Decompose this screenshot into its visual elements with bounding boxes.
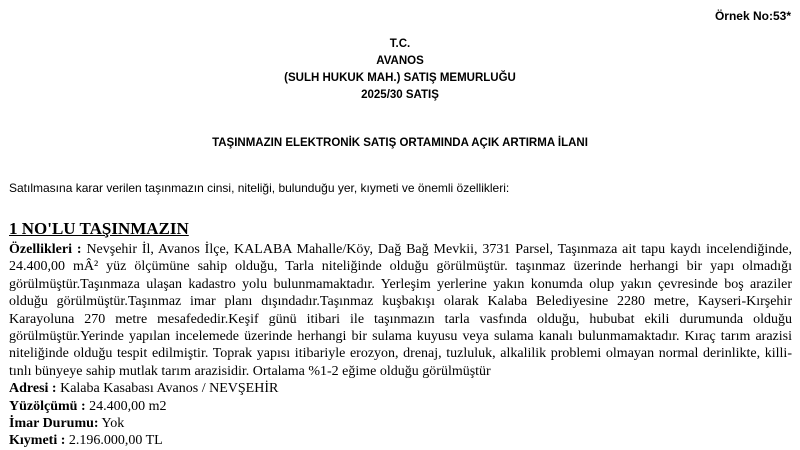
value-amount: 2.196.000,00 TL: [65, 433, 163, 449]
value-label: Kıymeti :: [9, 433, 66, 449]
intro-text: Satılmasına karar verilen taşınmazın cinsi, niteliği, bulunduğu yer, kıymeti ve önemli özellikleri:: [9, 181, 510, 195]
property-zoning: [9, 415, 792, 432]
features-text: Nevşehir İl, Avanos İlçe, KALABA Mahalle/Köy, Dağ Bağ Mevkii, 3731 Parsel, Taşınmaza ait tapu kaydı incelendiğinde, 24.400,00 mÂ² yüz ölçümüne sahip olduğu, Tarla niteliğinde olduğu görülmüştür. taşınmaz üzerinde herhangi bir yapı olmadığı görülmüştür.Taşınmaza ulaşan kadastro yolu bulunmamaktadır. Yerleşim yerlerine yakın konumda olup yakın çevresinde boş araziler olduğu görülmüştür.Taşınmaz imar planı dışındadır.Taşınmaz kuşbakışı olarak Kalaba Belediyesine 2280 metre, Kayseri-Kırşehir Karayoluna 270 metre mesafededir.Keşif günü itibari ile taşınmazın tarla vasfında olduğu, hububat ekili durumunda olduğu görülmüştür.Yerinde yapılan incelemede üzerinde herhangi bir sulama kuyusu veya sulama kanalı bulunmamaktadır. Kıraç tarım arazisi niteliğinde olduğu tespit edilmiştir. Toprak yapısı itibariyle erozyon, drenaj, tuzluluk, alkalilik problemi olmayan normal derinlikte, killi-tınlı bünyeye sahip mutlak tarım arazisidir. Ortalama %1-2 eğime olduğu görülmüştür: [9, 242, 792, 379]
notice-title: TAŞINMAZIN ELEKTRONİK SATIŞ ORTAMINDA AÇIK ARTIRMA İLANI: [212, 137, 588, 149]
address-value: Kalaba Kasabası Avanos / NEVŞEHİR: [56, 381, 279, 397]
property-value: [9, 432, 792, 449]
property-address: [9, 380, 792, 397]
property-section: [9, 217, 792, 450]
zoning-value: Yok: [98, 416, 125, 432]
heading-line-city: AVANOS: [376, 55, 424, 67]
heading-line-case: 2025/30 SATIŞ: [361, 89, 439, 101]
area-value: 24.400,00 m2: [85, 398, 167, 414]
property-title: 1 NO'LU TAŞINMAZIN: [9, 219, 189, 238]
office-heading: [0, 36, 800, 104]
heading-line-office: (SULH HUKUK MAH.) SATIŞ MEMURLUĞU: [284, 72, 516, 84]
address-label: Adresi :: [9, 381, 57, 397]
property-features: [9, 241, 792, 380]
area-label: Yüzölçümü :: [9, 398, 86, 414]
features-label: Özellikleri :: [9, 242, 82, 257]
property-area: [9, 398, 792, 415]
example-number: Örnek No:53*: [714, 9, 791, 23]
zoning-label: İmar Durumu:: [9, 416, 99, 432]
heading-line-tc: T.C.: [389, 38, 411, 50]
